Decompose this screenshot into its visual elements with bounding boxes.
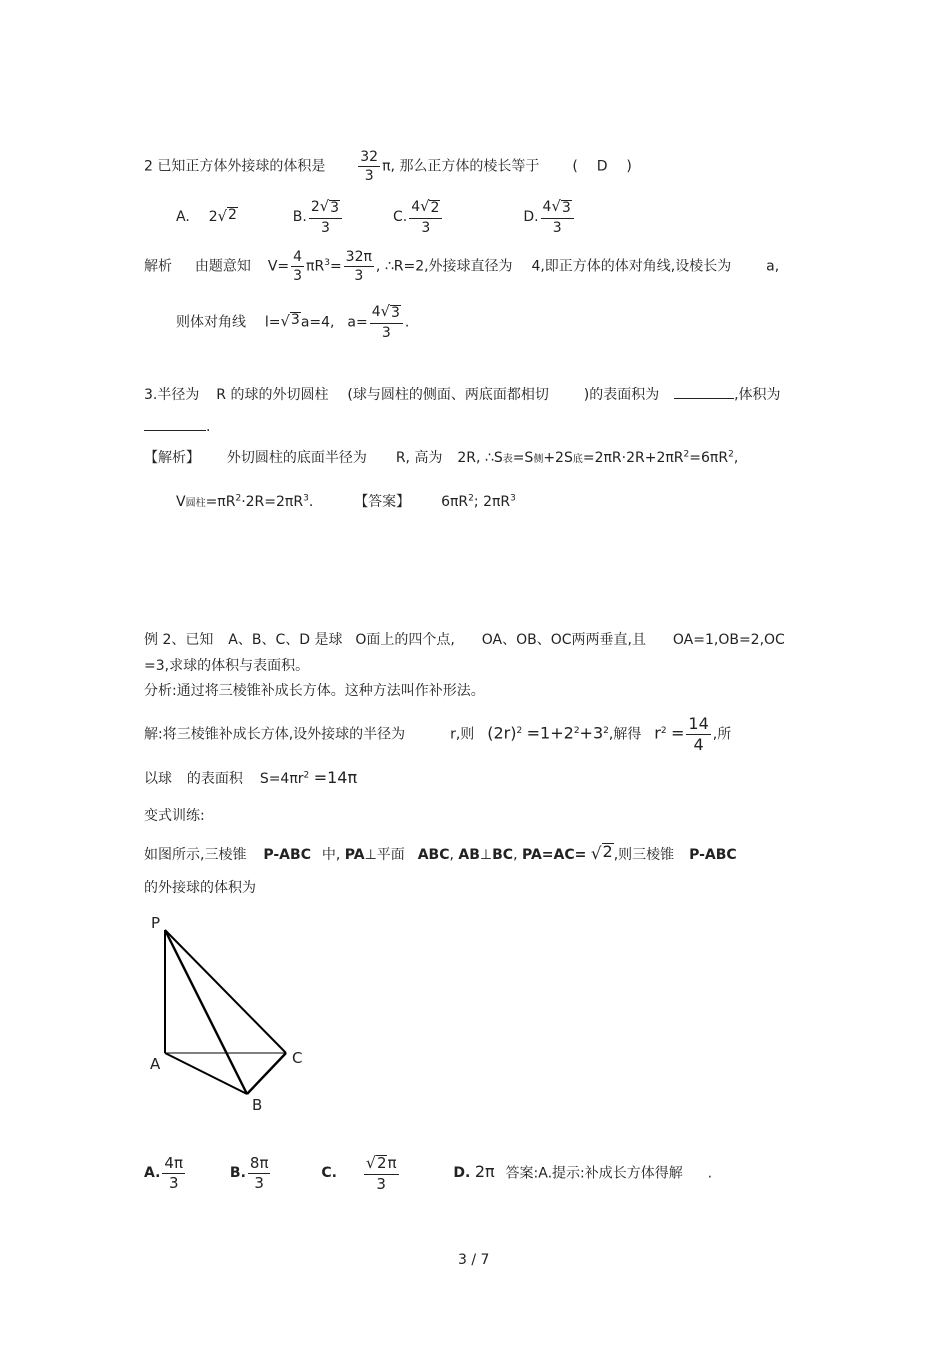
var-option-b: B. $\frac{8\pi}{3}$	[229, 1153, 269, 1192]
ex2-solution-line2: 以球 的表面积 $S=4\pi r^2 =14\pi$	[144, 768, 358, 787]
q2-option-c: C. 4 √ 2 3	[393, 209, 449, 225]
ex2-analysis: 分析:通过将三棱锥补成长方体。这种方法叫作补形法。	[144, 683, 485, 699]
q3-blank-surface	[674, 384, 734, 399]
page-number: 3 / 7	[458, 1252, 490, 1268]
edge-BC	[247, 1053, 286, 1094]
q2-options	[176, 200, 576, 235]
q2-solution-label: 解析	[144, 258, 172, 275]
q3-stem-line2: .	[144, 416, 210, 437]
ex2-solution-line1: 解:将三棱锥补成长方体,设外接球的半径为 r,则 $(2r)^2 =1+2^2+3^2$,解得 $r^2$ = $\frac{14}{4}$ ,所	[144, 714, 732, 754]
var-option-a: A. $\frac{4\pi}{3}$	[144, 1153, 183, 1192]
ex2-line1: 例 2、已知 A、B、C、D 是球 O面上的四个点, OA、OB、OC两两垂直,且 OA=1,OB=2,OC	[144, 632, 785, 648]
var-line2: 的外接球的体积为	[144, 880, 256, 896]
q2-solution-line2: 则体对角线 l= √ 3 a=4, a= 4 √ 3 3 .	[176, 303, 410, 341]
q2-answer-close: )	[626, 158, 632, 175]
q3-solution-line2: V圆柱$=\pi R^2\cdot 2R=2\pi R^3$. 【答案】 $6\pi R^2$; $2\pi R^3$	[176, 493, 516, 510]
label-C: C	[292, 1049, 303, 1067]
q2-answer-open: (	[572, 158, 578, 175]
q2-stem	[144, 150, 632, 183]
var-option-c: C. √ 2 π 3	[321, 1153, 397, 1193]
pyramid-figure	[140, 905, 330, 1120]
q2-volume-pi: π,	[382, 158, 395, 175]
edge-PC	[165, 930, 286, 1053]
var-line1: 如图所示,三棱锥 P-ABC 中, PA⊥平面 ABC, AB⊥BC, PA=AC= √ 2 ,则三棱锥 P-ABC	[144, 842, 737, 863]
q2-answer: D	[596, 158, 608, 175]
q2-prefix: 2 已知正方体外接球的体积是	[144, 158, 326, 175]
q3-solution-line1: 【解析】 外切圆柱的底面半径为 R, 高为 2R, ∴S表=S侧+2S底$=2\pi R\cdot 2R+2\pi R^2=6\pi R^2$,	[144, 449, 739, 466]
var-title: 变式训练:	[144, 808, 205, 824]
edge-AB	[165, 1053, 247, 1094]
var-answer: 答案:A.提示:补成长方体得解	[505, 1165, 683, 1182]
edge-PB	[165, 930, 247, 1094]
q2-suffix: 那么正方体的棱长等于	[399, 158, 540, 175]
label-P: P	[151, 914, 161, 932]
q2-option-a: A. 2 √ 2	[176, 207, 237, 226]
label-B: B	[252, 1096, 263, 1114]
label-A: A	[150, 1055, 161, 1073]
ex2-line2: =3,求球的体积与表面积。	[144, 658, 310, 674]
q2-option-d: D. 4 √ 3 3	[523, 209, 575, 225]
q2-volume-fraction: $\frac{32}{3}$	[360, 149, 379, 184]
q3-stem-line1: 3.半径为 R 的球的外切圆柱 (球与圆柱的侧面、两底面都相切 )的表面积为 ,体积为	[144, 384, 781, 405]
q2-solution-line1: 解析 由题意知 V= $\frac{4}{3}$ $\pi R^3=$ $\frac{32\pi}{3}$ , ∴R=2,外接球直径为 4,即正方体的体对角线,设棱长为 a,	[144, 249, 780, 284]
q2-option-b: B. 2 √ 3 3	[293, 209, 349, 225]
var-options: A. $\frac{4\pi}{3}$ B. $\frac{8\pi}{3}$ C. √ 2 π 3 D. 2π 答案:A.提示:补成长方体得解 .	[144, 1153, 713, 1193]
q3-blank-volume	[144, 416, 206, 431]
var-option-d: D. 2π	[453, 1162, 495, 1182]
sqrt-symbol: √ 2	[217, 207, 237, 226]
